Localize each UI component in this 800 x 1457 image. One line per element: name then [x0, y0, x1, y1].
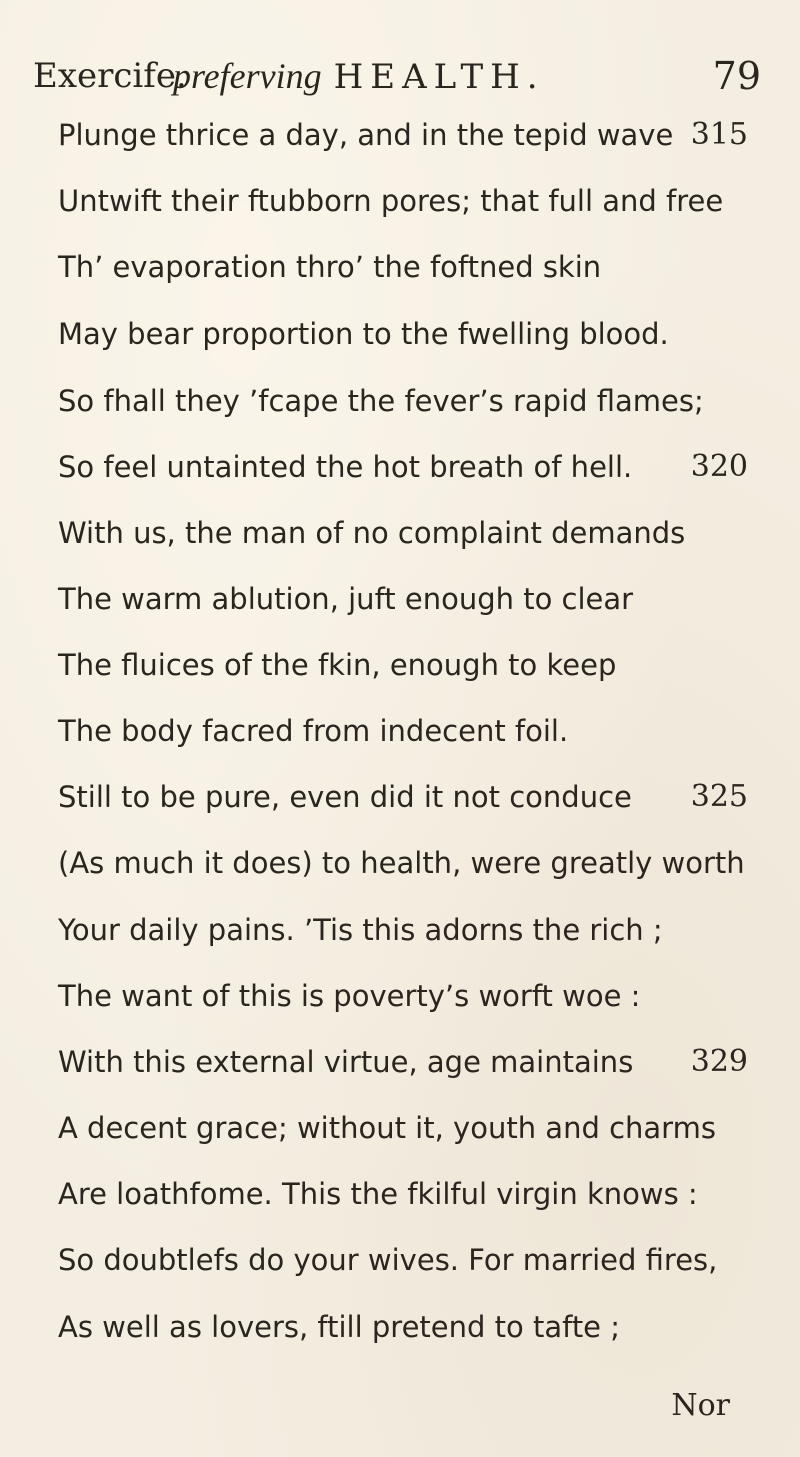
verse-line [58, 1105, 748, 1151]
verse-line [58, 112, 748, 158]
verse-line [58, 840, 748, 886]
line-number: 315 [690, 117, 748, 152]
verse-text: As well as lovers, ftill pretend to tafte ; [58, 1310, 621, 1344]
verse-line [58, 244, 748, 290]
verse-text: So fhall they ’fcape the fever’s rapid flames; [58, 384, 704, 418]
running-header [33, 52, 761, 100]
verse-text: (As much it does) to health, were greatly worth [58, 846, 745, 880]
page-number: 79 [712, 54, 761, 98]
line-number: 320 [690, 449, 748, 484]
verse-line [58, 907, 748, 953]
verse-line [58, 642, 748, 688]
verse-text: The warm ablution, juft enough to clear [58, 582, 634, 616]
verse-line [58, 576, 748, 622]
section-title: Exercife. [33, 56, 187, 96]
running-title-caps: HEALTH. [333, 57, 545, 97]
line-number: 329 [690, 1044, 748, 1079]
verse-text: With this external virtue, age maintains [58, 1045, 634, 1079]
verse-line [58, 774, 748, 820]
verse-text: So feel untainted the hot breath of hell. [58, 450, 633, 484]
verse-text: The want of this is poverty’s worft woe : [58, 979, 641, 1013]
running-title [173, 52, 545, 101]
verse-text: Your daily pains. ’Tis this adorns the rich ; [58, 913, 663, 947]
verse-line [58, 1237, 748, 1283]
verse-line [58, 178, 748, 224]
verse-text: A decent grace; without it, youth and charms [58, 1111, 716, 1145]
verse-text: With us, the man of no complaint demands [58, 516, 686, 550]
verse-text: Untwift their ftubborn pores; that full and free [58, 184, 724, 218]
verse-line [58, 311, 748, 357]
verse-text: The fluices of the fkin, enough to keep [58, 648, 617, 682]
catchword: Nor [671, 1388, 730, 1423]
verse-text: So doubtlefs do your wives. For married fires, [58, 1243, 718, 1277]
verse-line [58, 708, 748, 754]
verse-text: Th’ evaporation thro’ the foftned skin [58, 250, 602, 284]
verse-line [58, 1171, 748, 1217]
verse-text: The body facred from indecent foil. [58, 714, 569, 748]
verse-text: Still to be pure, even did it not conduce [58, 780, 632, 814]
running-title-italic: preferving [173, 56, 322, 96]
verse-line [58, 1304, 748, 1350]
verse-line [58, 973, 748, 1019]
verse-text: May bear proportion to the fwelling blood. [58, 317, 669, 351]
verse-text: Are loathfome. This the fkilful virgin knows : [58, 1177, 698, 1211]
verse-line [58, 1039, 748, 1085]
verse-line [58, 378, 748, 424]
verse-text: Plunge thrice a day, and in the tepid wave [58, 118, 674, 152]
line-number: 325 [690, 779, 748, 814]
verse-line [58, 510, 748, 556]
verse-line [58, 444, 748, 490]
